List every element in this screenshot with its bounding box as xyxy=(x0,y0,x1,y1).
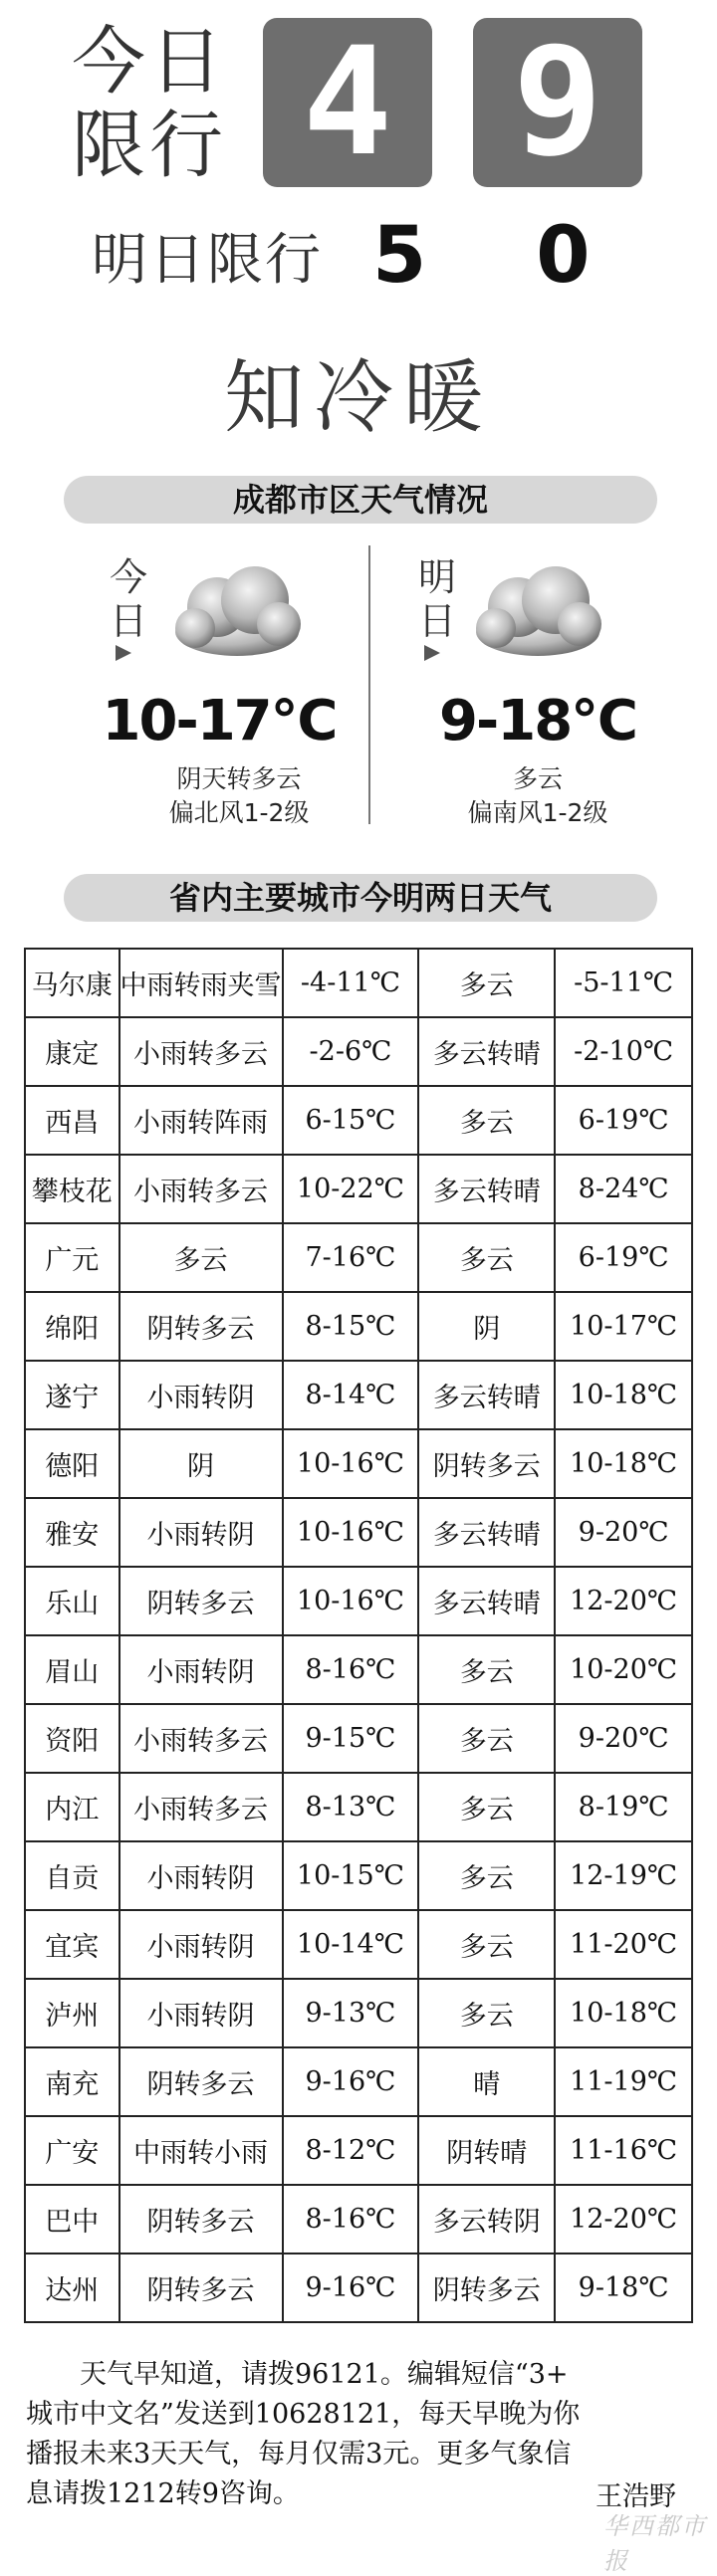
city-name-cell: 巴中 xyxy=(25,2185,120,2254)
table-row xyxy=(25,1910,692,1979)
today-weather-cell: 阴转多云 xyxy=(120,2254,283,2322)
author: 王浩野 xyxy=(596,2481,676,2512)
tomorrow-temp-cell: 10-20℃ xyxy=(555,1635,692,1704)
footer-line: 息请拨1212转9咨询。 xyxy=(26,2478,300,2509)
today-temp-cell: 9-16℃ xyxy=(283,2047,419,2116)
tomorrow-weather-cell: 多云 xyxy=(418,1841,555,1910)
today-weather-cell: 阴转多云 xyxy=(120,2047,283,2116)
city-name-cell: 泸州 xyxy=(25,1979,120,2047)
today-weather-cell: 阴转多云 xyxy=(120,2185,283,2254)
today-weather-cell: 小雨转阴 xyxy=(120,1635,283,1704)
today-temp-cell: -4-11℃ xyxy=(283,949,419,1017)
tomorrow-temp-cell: 10-18℃ xyxy=(555,1429,692,1498)
today-weather-cell: 小雨转多云 xyxy=(120,1017,283,1086)
province-table-body xyxy=(25,949,692,2322)
city-name-cell: 绵阳 xyxy=(25,1292,120,1361)
today-restriction-number-2: 9 xyxy=(473,18,642,187)
tomorrow-weather-cell: 多云转晴 xyxy=(418,1498,555,1567)
tomorrow-weather-cell: 多云 xyxy=(418,949,555,1017)
city-name-cell: 马尔康 xyxy=(25,949,120,1017)
tomorrow-temp-cell: 11-20℃ xyxy=(555,1910,692,1979)
tomorrow-weather-cell: 多云 xyxy=(418,1704,555,1773)
tomorrow-restriction-number-1: 5 xyxy=(372,211,427,301)
today-temp-cell: 8-13℃ xyxy=(283,1773,419,1841)
tomorrow-weather-cell: 多云转晴 xyxy=(418,1361,555,1429)
city-name-cell: 西昌 xyxy=(25,1086,120,1155)
today-restriction-label: 今日限行 xyxy=(72,19,227,188)
tomorrow-label: 明日 xyxy=(418,555,457,643)
table-row xyxy=(25,1567,692,1635)
city-name-cell: 资阳 xyxy=(25,1704,120,1773)
table-row xyxy=(25,2185,692,2254)
city-name-cell: 德阳 xyxy=(25,1429,120,1498)
city-name-cell: 广安 xyxy=(25,2116,120,2185)
today-weather: 阴天转多云 xyxy=(176,764,302,793)
tomorrow-temp-cell: 11-19℃ xyxy=(555,2047,692,2116)
tomorrow-weather-cell: 多云 xyxy=(418,1635,555,1704)
today-weather-cell: 小雨转阴 xyxy=(120,1361,283,1429)
table-row xyxy=(25,1979,692,2047)
today-temp-cell: 7-16℃ xyxy=(283,1223,419,1292)
city-name-cell: 雅安 xyxy=(25,1498,120,1567)
tomorrow-wind: 偏南风1-2级 xyxy=(467,798,608,827)
today-weather-cell: 小雨转阵雨 xyxy=(120,1086,283,1155)
table-row xyxy=(25,1361,692,1429)
city-name-cell: 自贡 xyxy=(25,1841,120,1910)
today-temp-cell: 9-15℃ xyxy=(283,1704,419,1773)
tomorrow-temp-cell: 10-18℃ xyxy=(555,1361,692,1429)
today-weather-cell: 小雨转阴 xyxy=(120,1910,283,1979)
today-wind: 偏北风1-2级 xyxy=(168,798,310,827)
today-weather-cell: 小雨转阴 xyxy=(120,1979,283,2047)
tomorrow-weather-cell: 多云转晴 xyxy=(418,1017,555,1086)
cloud-icon xyxy=(468,552,607,662)
today-label: 今日 xyxy=(110,555,148,643)
today-temp-cell: 10-22℃ xyxy=(283,1155,419,1223)
today-weather-cell: 小雨转阴 xyxy=(120,1498,283,1567)
today-weather-cell: 多云 xyxy=(120,1223,283,1292)
province-weather-table xyxy=(24,948,693,2323)
today-weather-cell: 阴 xyxy=(120,1429,283,1498)
today-weather-cell: 小雨转多云 xyxy=(120,1704,283,1773)
tomorrow-temp-cell: 10-17℃ xyxy=(555,1292,692,1361)
tomorrow-temp-cell: 6-19℃ xyxy=(555,1223,692,1292)
tomorrow-weather-cell: 阴 xyxy=(418,1292,555,1361)
today-weather-cell: 小雨转多云 xyxy=(120,1773,283,1841)
today-temp-cell: 8-16℃ xyxy=(283,1635,419,1704)
tomorrow-weather-cell: 多云 xyxy=(418,1223,555,1292)
today-weather-cell: 中雨转雨夹雪 xyxy=(120,949,283,1017)
footer-notice xyxy=(26,2355,691,2514)
table-row xyxy=(25,1155,692,1223)
today-temp-cell: 8-14℃ xyxy=(283,1361,419,1429)
city-name-cell: 康定 xyxy=(25,1017,120,1086)
table-row xyxy=(25,1635,692,1704)
cloud-icon xyxy=(167,552,307,662)
tomorrow-temp-cell: -2-10℃ xyxy=(555,1017,692,1086)
city-name-cell: 宜宾 xyxy=(25,1910,120,1979)
today-temp-cell: 9-16℃ xyxy=(283,2254,419,2322)
table-row xyxy=(25,1017,692,1086)
tomorrow-temp-cell: 11-16℃ xyxy=(555,2116,692,2185)
watermark: 华西都市报 xyxy=(603,2512,707,2575)
tomorrow-temp-cell: 10-18℃ xyxy=(555,1979,692,2047)
table-row xyxy=(25,1223,692,1292)
table-row xyxy=(25,2047,692,2116)
city-name-cell: 内江 xyxy=(25,1773,120,1841)
table-row xyxy=(25,1498,692,1567)
today-weather-cell: 阴转多云 xyxy=(120,1567,283,1635)
table-row xyxy=(25,1841,692,1910)
tomorrow-weather-cell: 多云 xyxy=(418,1773,555,1841)
tomorrow-temp-cell: 8-19℃ xyxy=(555,1773,692,1841)
tomorrow-arrow-icon xyxy=(424,645,440,661)
today-arrow-icon xyxy=(116,645,131,661)
tomorrow-temp-cell: -5-11℃ xyxy=(555,949,692,1017)
tomorrow-weather-cell: 阴转多云 xyxy=(418,2254,555,2322)
today-temp-cell: 10-15℃ xyxy=(283,1841,419,1910)
today-temp-cell: 9-13℃ xyxy=(283,1979,419,2047)
table-row xyxy=(25,1292,692,1361)
tomorrow-restriction-row xyxy=(92,211,591,301)
tomorrow-weather-cell: 多云 xyxy=(418,1910,555,1979)
tomorrow-weather: 多云 xyxy=(512,764,563,793)
footer-line: 城市中文名”发送到10628121，每天早晚为你 xyxy=(26,2399,581,2430)
table-row xyxy=(25,1704,692,1773)
city-weather-banner: 成都市区天气情况 xyxy=(64,476,657,524)
today-temp-cell: 6-15℃ xyxy=(283,1086,419,1155)
city-name-cell: 攀枝花 xyxy=(25,1155,120,1223)
tomorrow-weather-cell: 阴转多云 xyxy=(418,1429,555,1498)
day-divider xyxy=(368,545,370,824)
city-name-cell: 乐山 xyxy=(25,1567,120,1635)
tomorrow-weather-cell: 多云转晴 xyxy=(418,1155,555,1223)
tomorrow-restriction-label: 明日限行 xyxy=(92,228,323,293)
tomorrow-weather-cell: 多云转阴 xyxy=(418,2185,555,2254)
footer-line: 播报未来3天天气，每月仅需3元。更多气象信 xyxy=(26,2439,572,2469)
today-temp-cell: 8-16℃ xyxy=(283,2185,419,2254)
today-temp-cell: 8-12℃ xyxy=(283,2116,419,2185)
city-name-cell: 南充 xyxy=(25,2047,120,2116)
tomorrow-weather-cell: 多云 xyxy=(418,1979,555,2047)
table-row xyxy=(25,1429,692,1498)
province-weather-banner: 省内主要城市今明两日天气 xyxy=(64,874,657,922)
city-name-cell: 眉山 xyxy=(25,1635,120,1704)
table-row xyxy=(25,2116,692,2185)
tomorrow-description xyxy=(418,762,657,830)
tomorrow-weather-cell: 阴转晴 xyxy=(418,2116,555,2185)
tomorrow-restriction-number-2: 0 xyxy=(536,211,591,301)
today-temp-cell: 10-16℃ xyxy=(283,1429,419,1498)
tomorrow-temp-cell: 9-20℃ xyxy=(555,1704,692,1773)
today-temp-cell: 10-16℃ xyxy=(283,1567,419,1635)
table-row xyxy=(25,1086,692,1155)
today-weather-cell: 阴转多云 xyxy=(120,1292,283,1361)
tomorrow-temp-cell: 9-20℃ xyxy=(555,1498,692,1567)
today-weather-cell: 中雨转小雨 xyxy=(120,2116,283,2185)
today-temp-cell: 10-16℃ xyxy=(283,1498,419,1567)
footer-line: 天气早知道，请拨96121。编辑短信“3+ xyxy=(80,2359,569,2390)
today-temp-cell: 8-15℃ xyxy=(283,1292,419,1361)
tomorrow-weather-cell: 多云 xyxy=(418,1086,555,1155)
table-row xyxy=(25,949,692,1017)
city-name-cell: 广元 xyxy=(25,1223,120,1292)
tomorrow-temp-cell: 6-19℃ xyxy=(555,1086,692,1155)
tomorrow-temperature: 9-18℃ xyxy=(439,689,636,753)
today-description xyxy=(110,762,368,830)
tomorrow-temp-cell: 9-18℃ xyxy=(555,2254,692,2322)
tomorrow-temp-cell: 12-20℃ xyxy=(555,1567,692,1635)
table-row xyxy=(25,1773,692,1841)
tomorrow-temp-cell: 12-20℃ xyxy=(555,2185,692,2254)
section-title: 知冷暖 xyxy=(224,351,493,444)
tomorrow-temp-cell: 8-24℃ xyxy=(555,1155,692,1223)
city-name-cell: 达州 xyxy=(25,2254,120,2322)
city-name-cell: 遂宁 xyxy=(25,1361,120,1429)
tomorrow-weather-cell: 多云转晴 xyxy=(418,1567,555,1635)
today-weather-cell: 小雨转多云 xyxy=(120,1155,283,1223)
table-row xyxy=(25,2254,692,2322)
today-temp-cell: -2-6℃ xyxy=(283,1017,419,1086)
today-temp-cell: 10-14℃ xyxy=(283,1910,419,1979)
today-restriction-number-1: 4 xyxy=(263,18,432,187)
tomorrow-temp-cell: 12-19℃ xyxy=(555,1841,692,1910)
today-temperature: 10-17℃ xyxy=(102,689,337,753)
tomorrow-weather-cell: 晴 xyxy=(418,2047,555,2116)
today-weather-cell: 小雨转阴 xyxy=(120,1841,283,1910)
